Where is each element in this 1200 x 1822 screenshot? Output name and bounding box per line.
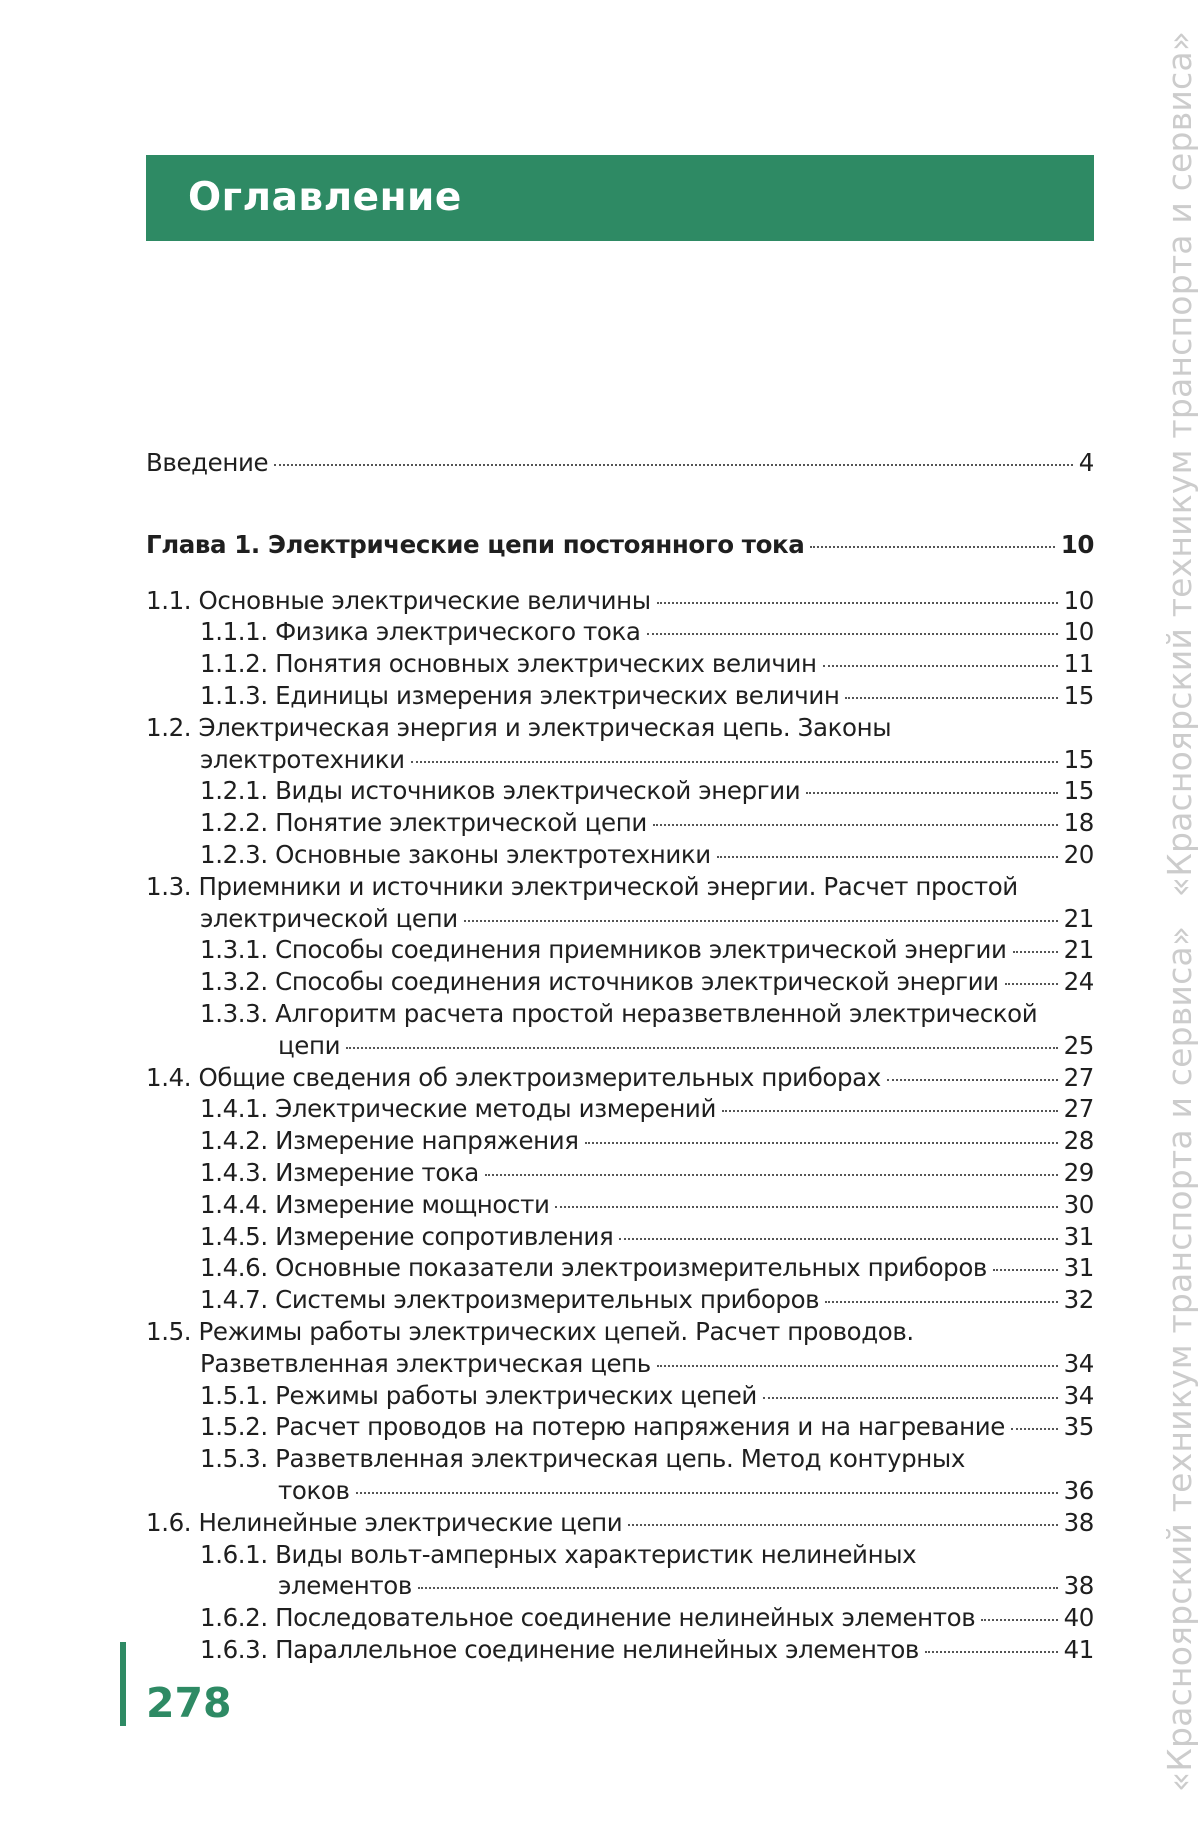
toc-entry[interactable]	[146, 1507, 1094, 1539]
toc-entry-page: 34	[1063, 1348, 1094, 1378]
toc-entry-label: 1.6.3. Параллельное соединение нелинейных элементов	[200, 1634, 919, 1664]
toc-entry-page: 29	[1063, 1157, 1094, 1187]
toc-entry[interactable]	[146, 1093, 1094, 1125]
toc-entry-page: 21	[1063, 935, 1094, 965]
toc-entry[interactable]	[146, 1125, 1094, 1157]
dot-leader	[925, 1651, 1058, 1653]
toc-entry[interactable]	[146, 616, 1094, 648]
toc-entry-page: 4	[1078, 448, 1094, 477]
toc-entry[interactable]	[146, 1284, 1094, 1316]
dot-leader	[722, 1110, 1058, 1112]
toc-entry-page: 38	[1063, 1571, 1094, 1601]
toc-entry-page: 15	[1063, 744, 1094, 774]
toc-entry-page: 27	[1063, 1094, 1094, 1124]
toc-entry[interactable]	[146, 1539, 1094, 1603]
toc-entry-page: 18	[1063, 808, 1094, 838]
toc-entry[interactable]	[146, 648, 1094, 680]
dot-leader	[717, 856, 1058, 858]
toc-entry-label-line1: 1.6.1. Виды вольт-амперных характеристик нелинейных	[200, 1539, 917, 1569]
toc-entry[interactable]	[146, 966, 1094, 998]
toc-entry-label: 1.1. Основные электрические величины	[146, 585, 651, 615]
dot-leader	[555, 1206, 1057, 1208]
toc-entry-page: 35	[1063, 1412, 1094, 1442]
toc-entry-page: 20	[1063, 839, 1094, 869]
dot-leader	[993, 1269, 1058, 1271]
toc-entry-label: 1.5.2. Расчет проводов на потерю напряжения и на нагревание	[200, 1412, 1005, 1442]
toc-entry[interactable]	[146, 712, 1094, 776]
toc-entry-page: 31	[1063, 1253, 1094, 1283]
dot-leader	[585, 1142, 1058, 1144]
toc-entry-label: электротехники	[200, 744, 405, 774]
dot-leader	[356, 1492, 1058, 1494]
dot-leader	[274, 464, 1073, 466]
toc-entry-label-line1: 1.3. Приемники и источники электрической энергии. Расчет простой	[146, 871, 1018, 901]
toc-entry[interactable]	[146, 1411, 1094, 1443]
toc-entry[interactable]	[146, 585, 1094, 617]
toc-entry-label-line1: 1.5. Режимы работы электрических цепей. Расчет проводов.	[146, 1316, 914, 1346]
toc-entry-page: 15	[1063, 776, 1094, 806]
toc-entry-label: 1.6. Нелинейные электрические цепи	[146, 1507, 623, 1537]
watermark-text: «Красноярский техникум транспорта и сервиса»	[1160, 925, 1199, 1792]
toc-entry[interactable]	[146, 1157, 1094, 1189]
dot-leader	[647, 633, 1058, 635]
toc-entry[interactable]	[146, 1380, 1094, 1412]
toc-entry-page: 34	[1063, 1380, 1094, 1410]
toc-entry-label: 1.3.1. Способы соединения приемников электрической энергии	[200, 935, 1007, 965]
toc-entry-label: Глава 1. Электрические цепи постоянного тока	[146, 529, 805, 559]
toc-entry-page: 21	[1063, 903, 1094, 933]
dot-leader	[1013, 951, 1058, 953]
toc-entry-label: 1.2.1. Виды источников электрической энергии	[200, 776, 801, 806]
page-title: Оглавление	[188, 175, 462, 220]
toc-entry[interactable]	[146, 1634, 1094, 1666]
dot-leader	[823, 665, 1058, 667]
page-number-bar	[120, 1642, 126, 1726]
toc-entry-page: 32	[1063, 1285, 1094, 1315]
toc-entries-list	[146, 585, 1094, 1666]
dot-leader	[628, 1524, 1057, 1526]
dot-leader	[653, 824, 1058, 826]
toc-entry-chapter[interactable]	[146, 529, 1094, 561]
dot-leader	[418, 1587, 1058, 1589]
dot-leader	[657, 1365, 1058, 1367]
dot-leader	[887, 1079, 1058, 1081]
toc-entry-label: 1.2.3. Основные законы электротехники	[200, 839, 711, 869]
dot-leader	[657, 602, 1058, 604]
toc-entry-label: 1.4.6. Основные показатели электроизмерительных приборов	[200, 1253, 987, 1283]
toc-entry-page: 10	[1063, 585, 1094, 615]
toc-entry[interactable]	[146, 871, 1094, 935]
toc-entry-label-line1: 1.5.3. Разветвленная электрическая цепь. Метод контурных	[200, 1444, 965, 1474]
toc-entry[interactable]	[146, 1316, 1094, 1380]
toc-entry-page: 10	[1063, 617, 1094, 647]
toc-entry-page: 41	[1063, 1634, 1094, 1664]
dot-leader	[411, 761, 1058, 763]
dot-leader	[1011, 1428, 1058, 1430]
toc-entry-page: 38	[1063, 1507, 1094, 1537]
toc-entry[interactable]	[146, 1602, 1094, 1634]
dot-leader	[810, 546, 1054, 548]
dot-leader	[485, 1174, 1058, 1176]
toc-entry-label: 1.1.1. Физика электрического тока	[200, 617, 641, 647]
toc-entry[interactable]	[146, 1252, 1094, 1284]
watermark	[1160, 30, 1199, 1792]
dot-leader	[981, 1619, 1057, 1621]
watermark-text: «Красноярский техникум транспорта и сервиса»	[1160, 30, 1199, 898]
toc-entry-label: элементов	[278, 1571, 412, 1601]
toc-entry-label: 1.1.3. Единицы измерения электрических величин	[200, 680, 840, 710]
toc-entry-label: 1.4.4. Измерение мощности	[200, 1189, 550, 1219]
toc-entry[interactable]	[146, 934, 1094, 966]
toc-entry[interactable]	[146, 998, 1094, 1062]
toc-entry-label: 1.6.2. Последовательное соединение нелинейных элементов	[200, 1603, 976, 1633]
toc-entry-label: 1.3.2. Способы соединения источников электрической энергии	[200, 967, 999, 997]
toc-entry-label: 1.4.3. Измерение тока	[200, 1157, 479, 1187]
dot-leader	[464, 920, 1058, 922]
toc-entry-label-line1: 1.2. Электрическая энергия и электрическая цепь. Законы	[146, 712, 892, 742]
toc-entry-label: 1.4.1. Электрические методы измерений	[200, 1094, 716, 1124]
toc-entry-label: 1.1.2. Понятия основных электрических величин	[200, 649, 817, 679]
toc-entry-page: 10	[1060, 529, 1094, 559]
toc-entry-label: 1.5.1. Режимы работы электрических цепей	[200, 1380, 757, 1410]
toc-entry-page: 28	[1063, 1126, 1094, 1156]
toc-entry-label: 1.2.2. Понятие электрической цепи	[200, 808, 647, 838]
toc-entry[interactable]	[146, 839, 1094, 871]
toc-entry-label-line1: 1.3.3. Алгоритм расчета простой неразветвленной электрической	[200, 998, 1038, 1028]
table-of-contents	[146, 447, 1094, 1666]
toc-entry[interactable]	[146, 1221, 1094, 1253]
dot-leader	[825, 1301, 1057, 1303]
toc-entry-intro[interactable]	[146, 447, 1094, 479]
toc-entry[interactable]	[146, 680, 1094, 712]
toc-entry[interactable]	[146, 1443, 1094, 1507]
toc-entry-label: цепи	[278, 1030, 341, 1060]
dot-leader	[763, 1397, 1058, 1399]
toc-entry-label: 1.4.7. Системы электроизмерительных приборов	[200, 1285, 820, 1315]
toc-entry-label: 1.4.2. Измерение напряжения	[200, 1126, 579, 1156]
toc-entry[interactable]	[146, 1062, 1094, 1094]
dot-leader	[845, 697, 1057, 699]
toc-entry-page: 31	[1063, 1221, 1094, 1251]
toc-entry-label: Введение	[146, 448, 269, 477]
dot-leader	[619, 1238, 1057, 1240]
dot-leader	[346, 1047, 1058, 1049]
page-number: 278	[146, 1679, 232, 1727]
toc-entry-page: 15	[1063, 680, 1094, 710]
toc-entry[interactable]	[146, 775, 1094, 807]
toc-entry-label: Разветвленная электрическая цепь	[200, 1348, 651, 1378]
toc-entry[interactable]	[146, 1189, 1094, 1221]
toc-entry-label: 1.4.5. Измерение сопротивления	[200, 1221, 614, 1251]
toc-entry-page: 11	[1063, 649, 1094, 679]
toc-entry-page: 36	[1063, 1475, 1094, 1505]
toc-entry[interactable]	[146, 807, 1094, 839]
toc-entry-label: 1.4. Общие сведения об электроизмерительных приборах	[146, 1062, 881, 1092]
dot-leader	[806, 792, 1057, 794]
toc-entry-page: 30	[1063, 1189, 1094, 1219]
toc-entry-page: 27	[1063, 1062, 1094, 1092]
toc-header-banner	[146, 155, 1094, 241]
toc-entry-label: токов	[278, 1475, 350, 1505]
dot-leader	[1005, 983, 1058, 985]
toc-entry-page: 25	[1063, 1030, 1094, 1060]
toc-entry-page: 40	[1063, 1603, 1094, 1633]
toc-entry-label: электрической цепи	[200, 903, 458, 933]
toc-entry-page: 24	[1063, 967, 1094, 997]
